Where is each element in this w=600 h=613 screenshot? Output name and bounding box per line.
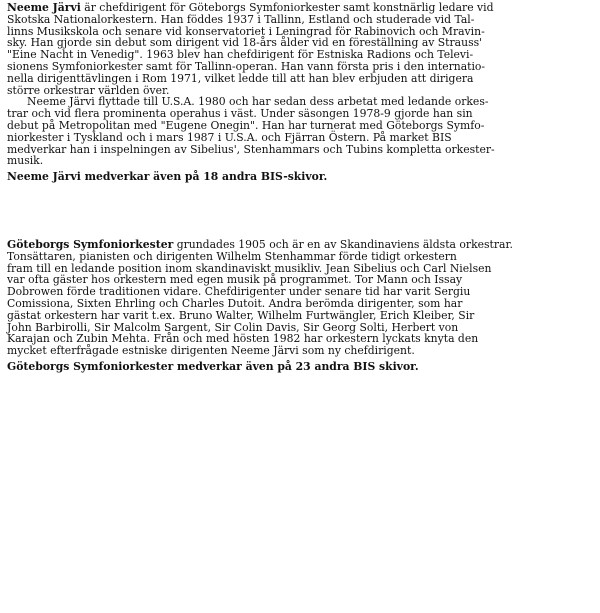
bio-paragraph-2-line: medverkar han i inspelningen av Sibelius', Stenhammars och Tubins kompletta orkester- xyxy=(7,142,495,156)
orchestra-line: fram till en ledande position inom skandinaviskt musikliv. Jean Sibelius och Carl Nielsen xyxy=(7,261,492,275)
bio-paragraph-2-line: niorkester i Tyskland och i mars 1987 i U.S.A. och Fjärran Östern. På market BIS xyxy=(7,130,452,144)
bio-line: sionens Symfoniorkester samt för Tallinn-operan. Han vann första pris i den internatio- xyxy=(7,59,486,73)
orchestra-line: mycket efterfrågade estniske dirigenten Neeme Järvi som ny chefdirigent. xyxy=(7,344,415,358)
bio-line: sky. Han gjorde sin debut som dirigent vid 18-års ålder vid en föreställning av Strauss' xyxy=(7,36,483,50)
orchestra-line: Karajan och Zubin Mehta. Från och med hösten 1982 har orkestern lyckats knyta den xyxy=(7,332,479,346)
bio-line: Skotska Nationalorkestern. Han föddes 1937 i Tallinn, Estland och studerade vid Tal- xyxy=(7,12,475,26)
bio-paragraph-2-line: trar och vid flera prominenta operahus i väst. Under säsongen 1978-9 gjorde han sin xyxy=(7,107,473,121)
orchestra-footer: Göteborgs Symfoniorkester medverkar även på 23 andra BIS skivor. xyxy=(7,359,419,373)
orchestra-lead-name: Göteborgs Symfoniorkester xyxy=(7,238,174,251)
bio-paragraph-2-line: debut på Metropolitan med "Eugene Onegin". Han har turnerat med Göteborgs Symfo- xyxy=(7,118,485,132)
orchestra-line: Comissiona, Sixten Ehrling och Charles Dutoit. Andra berömda dirigenter, som har xyxy=(7,296,463,310)
bio-line: större orkestrar världen över. xyxy=(7,83,170,97)
orchestra-section xyxy=(7,239,593,373)
bio-line: nella dirigenttävlingen i Rom 1971, vilket ledde till att han blev erbjuden att dirigera xyxy=(7,71,474,85)
bio-line: linns Musikskola och senare vid konservatoriet i Leningrad för Rabinovich och Mravin- xyxy=(7,24,485,38)
orchestra-line: Dobrowen förde traditionen vidare. Chefdirigenter under senare tid har varit Sergiu xyxy=(7,285,471,299)
bio-lead-name: Neeme Järvi xyxy=(7,1,81,14)
bio-line: är chefdirigent för Göteborgs Symfoniorkester samt konstnärlig ledare vid xyxy=(80,1,494,14)
orchestra-line: John Barbirolli, Sir Malcolm Sargent, Sir Colin Davis, Sir Georg Solti, Herbert von xyxy=(7,320,459,334)
bio-paragraph-2-line: musik. xyxy=(7,154,44,168)
orchestra-line: gästat orkestern har varit t.ex. Bruno Walter, Wilhelm Furtwängler, Erich Kleiber, Sir xyxy=(7,308,475,322)
orchestra-line: var ofta gäster hos orkestern med egen musik på programmet. Tor Mann och Issay xyxy=(7,273,463,287)
orchestra-line: Tonsättaren, pianisten och dirigenten Wilhelm Stenhammar förde tidigt orkestern xyxy=(7,249,457,263)
bio-line: "Eine Nacht in Venedig". 1963 blev han chefdirigent för Estniska Radions och Televi- xyxy=(7,48,474,62)
bio-footer: Neeme Järvi medverkar även på 18 andra BIS-skivor. xyxy=(7,170,328,184)
bio-section xyxy=(7,2,593,183)
orchestra-line: grundades 1905 och är en av Skandinaviens äldsta orkestrar. xyxy=(173,238,513,251)
bio-paragraph-2-line: Neeme Järvi flyttade till U.S.A. 1980 och har sedan dess arbetat med ledande orkes- xyxy=(27,95,489,109)
